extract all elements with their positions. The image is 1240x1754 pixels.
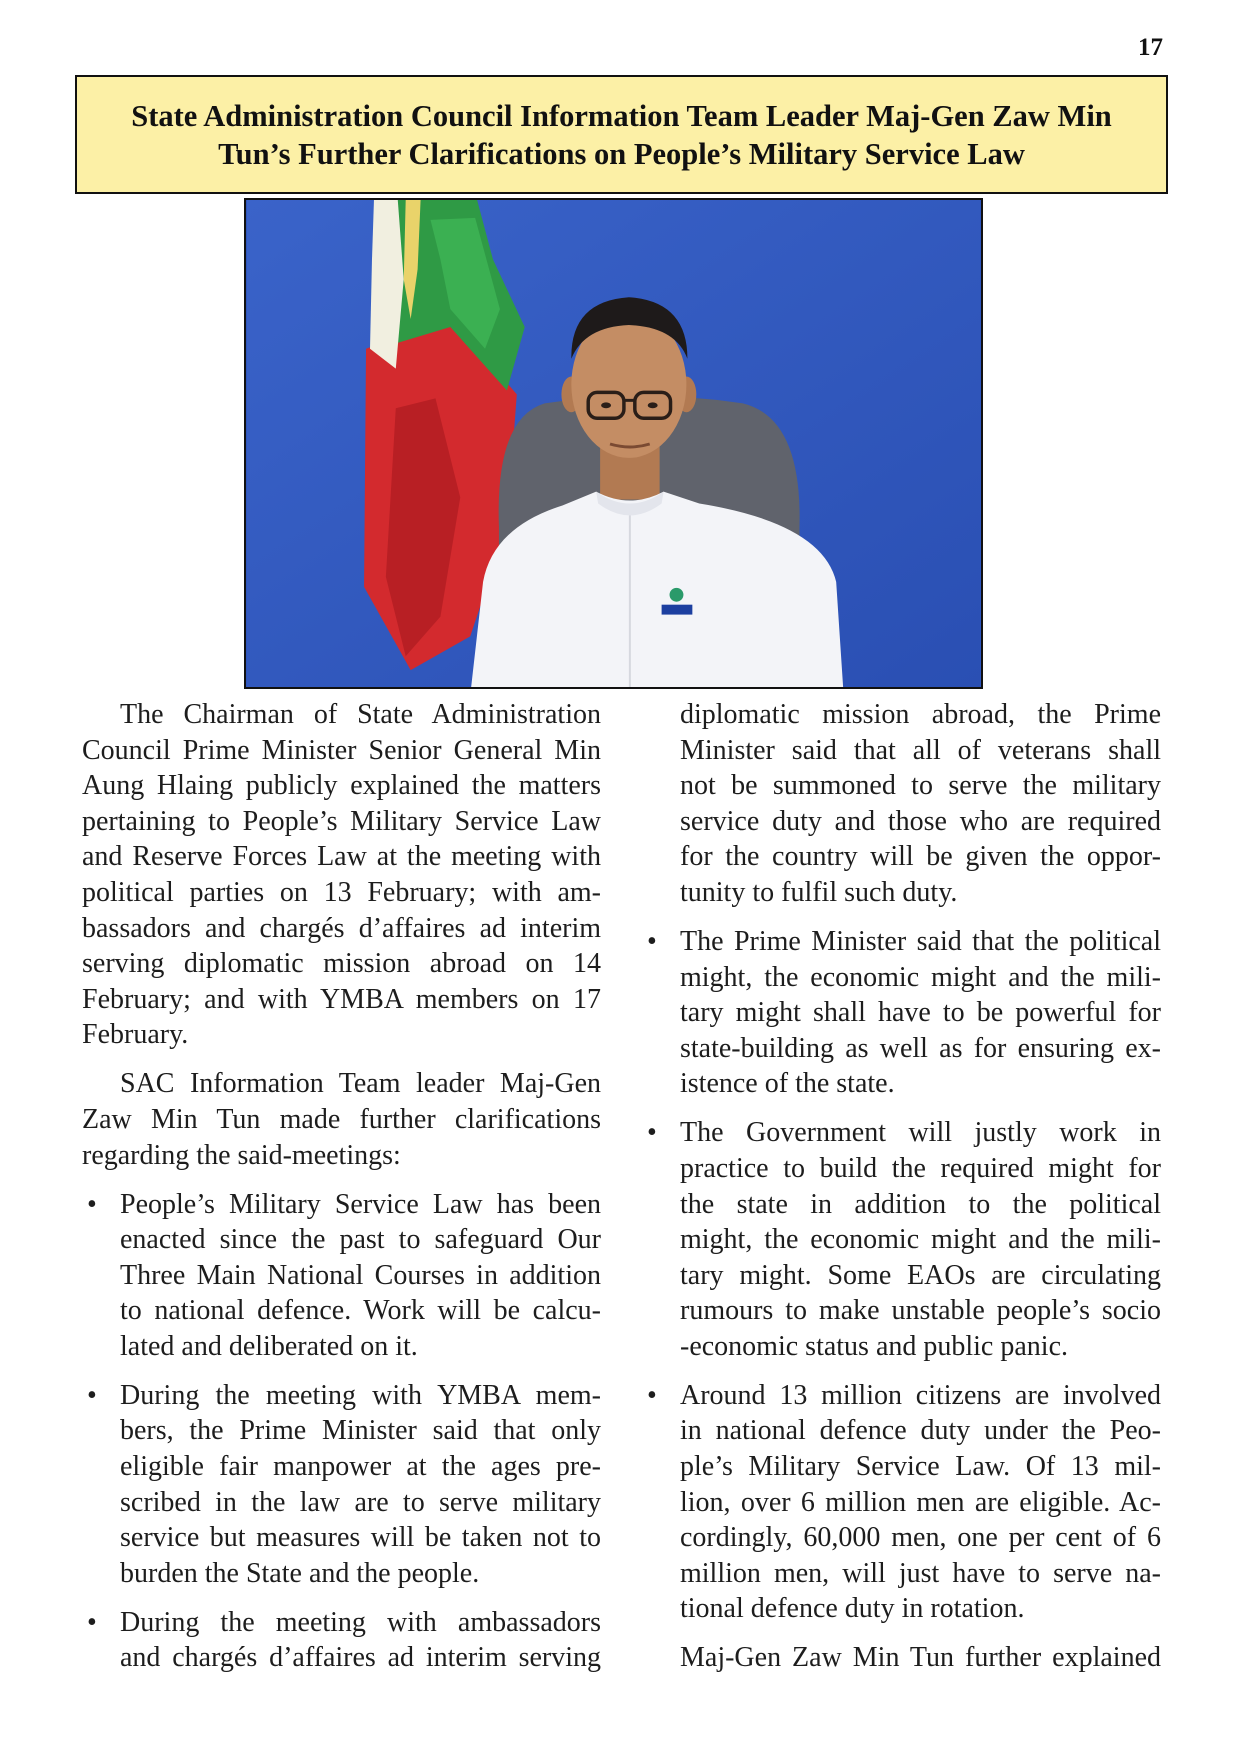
text-line: cordingly, 60,000 men, one per cent of 6 [680,1522,1161,1554]
text-line: lion, over 6 million men are eligible. Ac- [680,1486,1161,1518]
text-line: During the meeting with YMBA mem- [120,1379,601,1411]
bullet-marker: • [647,1117,657,1149]
text-line: scribed in the law are to serve military [120,1486,601,1518]
page-number: 17 [1138,34,1163,61]
right-column [642,697,1161,1689]
article-title-line: State Administration Council Information Team Leader Maj-Gen Zaw Min [131,98,1112,133]
name-badge [662,605,693,615]
text-line: February. [82,1019,189,1051]
bullet-item [642,1115,1161,1364]
text-line: istence of the state. [680,1068,895,1100]
text-line: People’s Military Service Law has been [120,1188,601,1220]
text-line: burden the State and the people. [120,1557,480,1589]
text-line: regarding the said-meetings: [82,1139,401,1171]
paragraph [82,697,601,1053]
text-line: might, the economic might and the mili- [680,961,1161,993]
bullet-item [82,1187,601,1365]
text-line: serving diplomatic mission abroad on 14 [82,948,601,980]
text-line: Three Main National Courses in addition [120,1259,601,1291]
text-line: political parties on 13 February; with am- [82,876,601,908]
text-line: lated and deliberated on it. [120,1330,418,1362]
article-title-line: Tun’s Further Clarifications on People’s Military Service Law [218,136,1025,171]
text-line: to national defence. Work will be calcu- [120,1295,601,1327]
text-line: tunity to fulfil such duty. [680,876,958,908]
text-line: eligible fair manpower at the ages pre- [120,1451,601,1483]
text-line: -economic status and public panic. [680,1330,1068,1362]
bullet-marker: • [87,1606,97,1638]
text-line: and Reserve Forces Law at the meeting with [82,841,601,873]
text-line: During the meeting with ambassadors [120,1606,601,1638]
text-line: bassadors and chargés d’affaires ad interim [82,912,601,944]
text-line: pertaining to People’s Military Service Law [82,805,601,837]
text-line: tional defence duty in rotation. [680,1593,1025,1625]
text-line: Maj-Gen Zaw Min Tun further explained [680,1642,1161,1674]
photo-illustration [246,200,981,687]
bullet-item [642,1378,1161,1627]
text-line: in national defence duty under the Peo- [680,1415,1161,1447]
title-box [75,75,1168,194]
text-line: state-building as well as for ensuring ex- [680,1032,1161,1064]
paragraph [642,1640,1161,1676]
bullet-marker: • [647,925,657,957]
bullet-item [642,924,1161,1102]
text-line: and chargés d’affaires ad interim serving [120,1642,601,1674]
text-line: service but measures will be taken not to [120,1522,601,1554]
text-line: Council Prime Minister Senior General Min [82,734,601,766]
bullet-marker: • [647,1379,657,1411]
bullet-item-continued [642,697,1161,911]
text-line: Zaw Min Tun made further clarifications [82,1103,601,1135]
text-line: The Prime Minister said that the political [680,925,1161,957]
text-line: bers, the Prime Minister said that only [120,1415,601,1447]
text-line: service duty and those who are required [680,805,1161,837]
bullet-item [82,1378,601,1592]
text-line: not be summoned to serve the military [680,770,1161,802]
text-line: The Chairman of State Administration [120,699,601,730]
bullet-item [82,1605,601,1676]
text-line: might, the economic might and the mili- [680,1224,1161,1256]
text-line: Around 13 million citizens are involved [680,1379,1161,1411]
text-line: Minister said that all of veterans shall [680,734,1161,766]
text-line: SAC Information Team leader Maj-Gen [120,1068,601,1100]
text-line: The Government will justly work in [680,1117,1161,1149]
text-line: million men, will just have to serve na- [680,1557,1161,1589]
left-column [82,697,601,1689]
text-line: tary might. Some EAOs are circulating [680,1259,1161,1291]
bullet-marker: • [87,1188,97,1220]
text-line: February; and with YMBA members on 17 [82,983,601,1015]
text-line: the state in addition to the political [680,1188,1161,1220]
photo [244,198,983,689]
emblem-icon [670,588,684,602]
text-line: tary might shall have to be powerful for [680,997,1161,1029]
text-line: diplomatic mission abroad, the Prime [680,699,1161,730]
text-line: enacted since the past to safeguard Our [120,1224,601,1256]
text-line: rumours to make unstable people’s socio [680,1295,1161,1327]
text-line: Aung Hlaing publicly explained the matters [82,770,601,802]
bullet-marker: • [87,1379,97,1411]
text-line: practice to build the required might for [680,1152,1161,1184]
paragraph [82,1066,601,1173]
text-line: ple’s Military Service Law. Of 13 mil- [680,1451,1161,1483]
text-line: for the country will be given the oppor- [680,841,1161,873]
